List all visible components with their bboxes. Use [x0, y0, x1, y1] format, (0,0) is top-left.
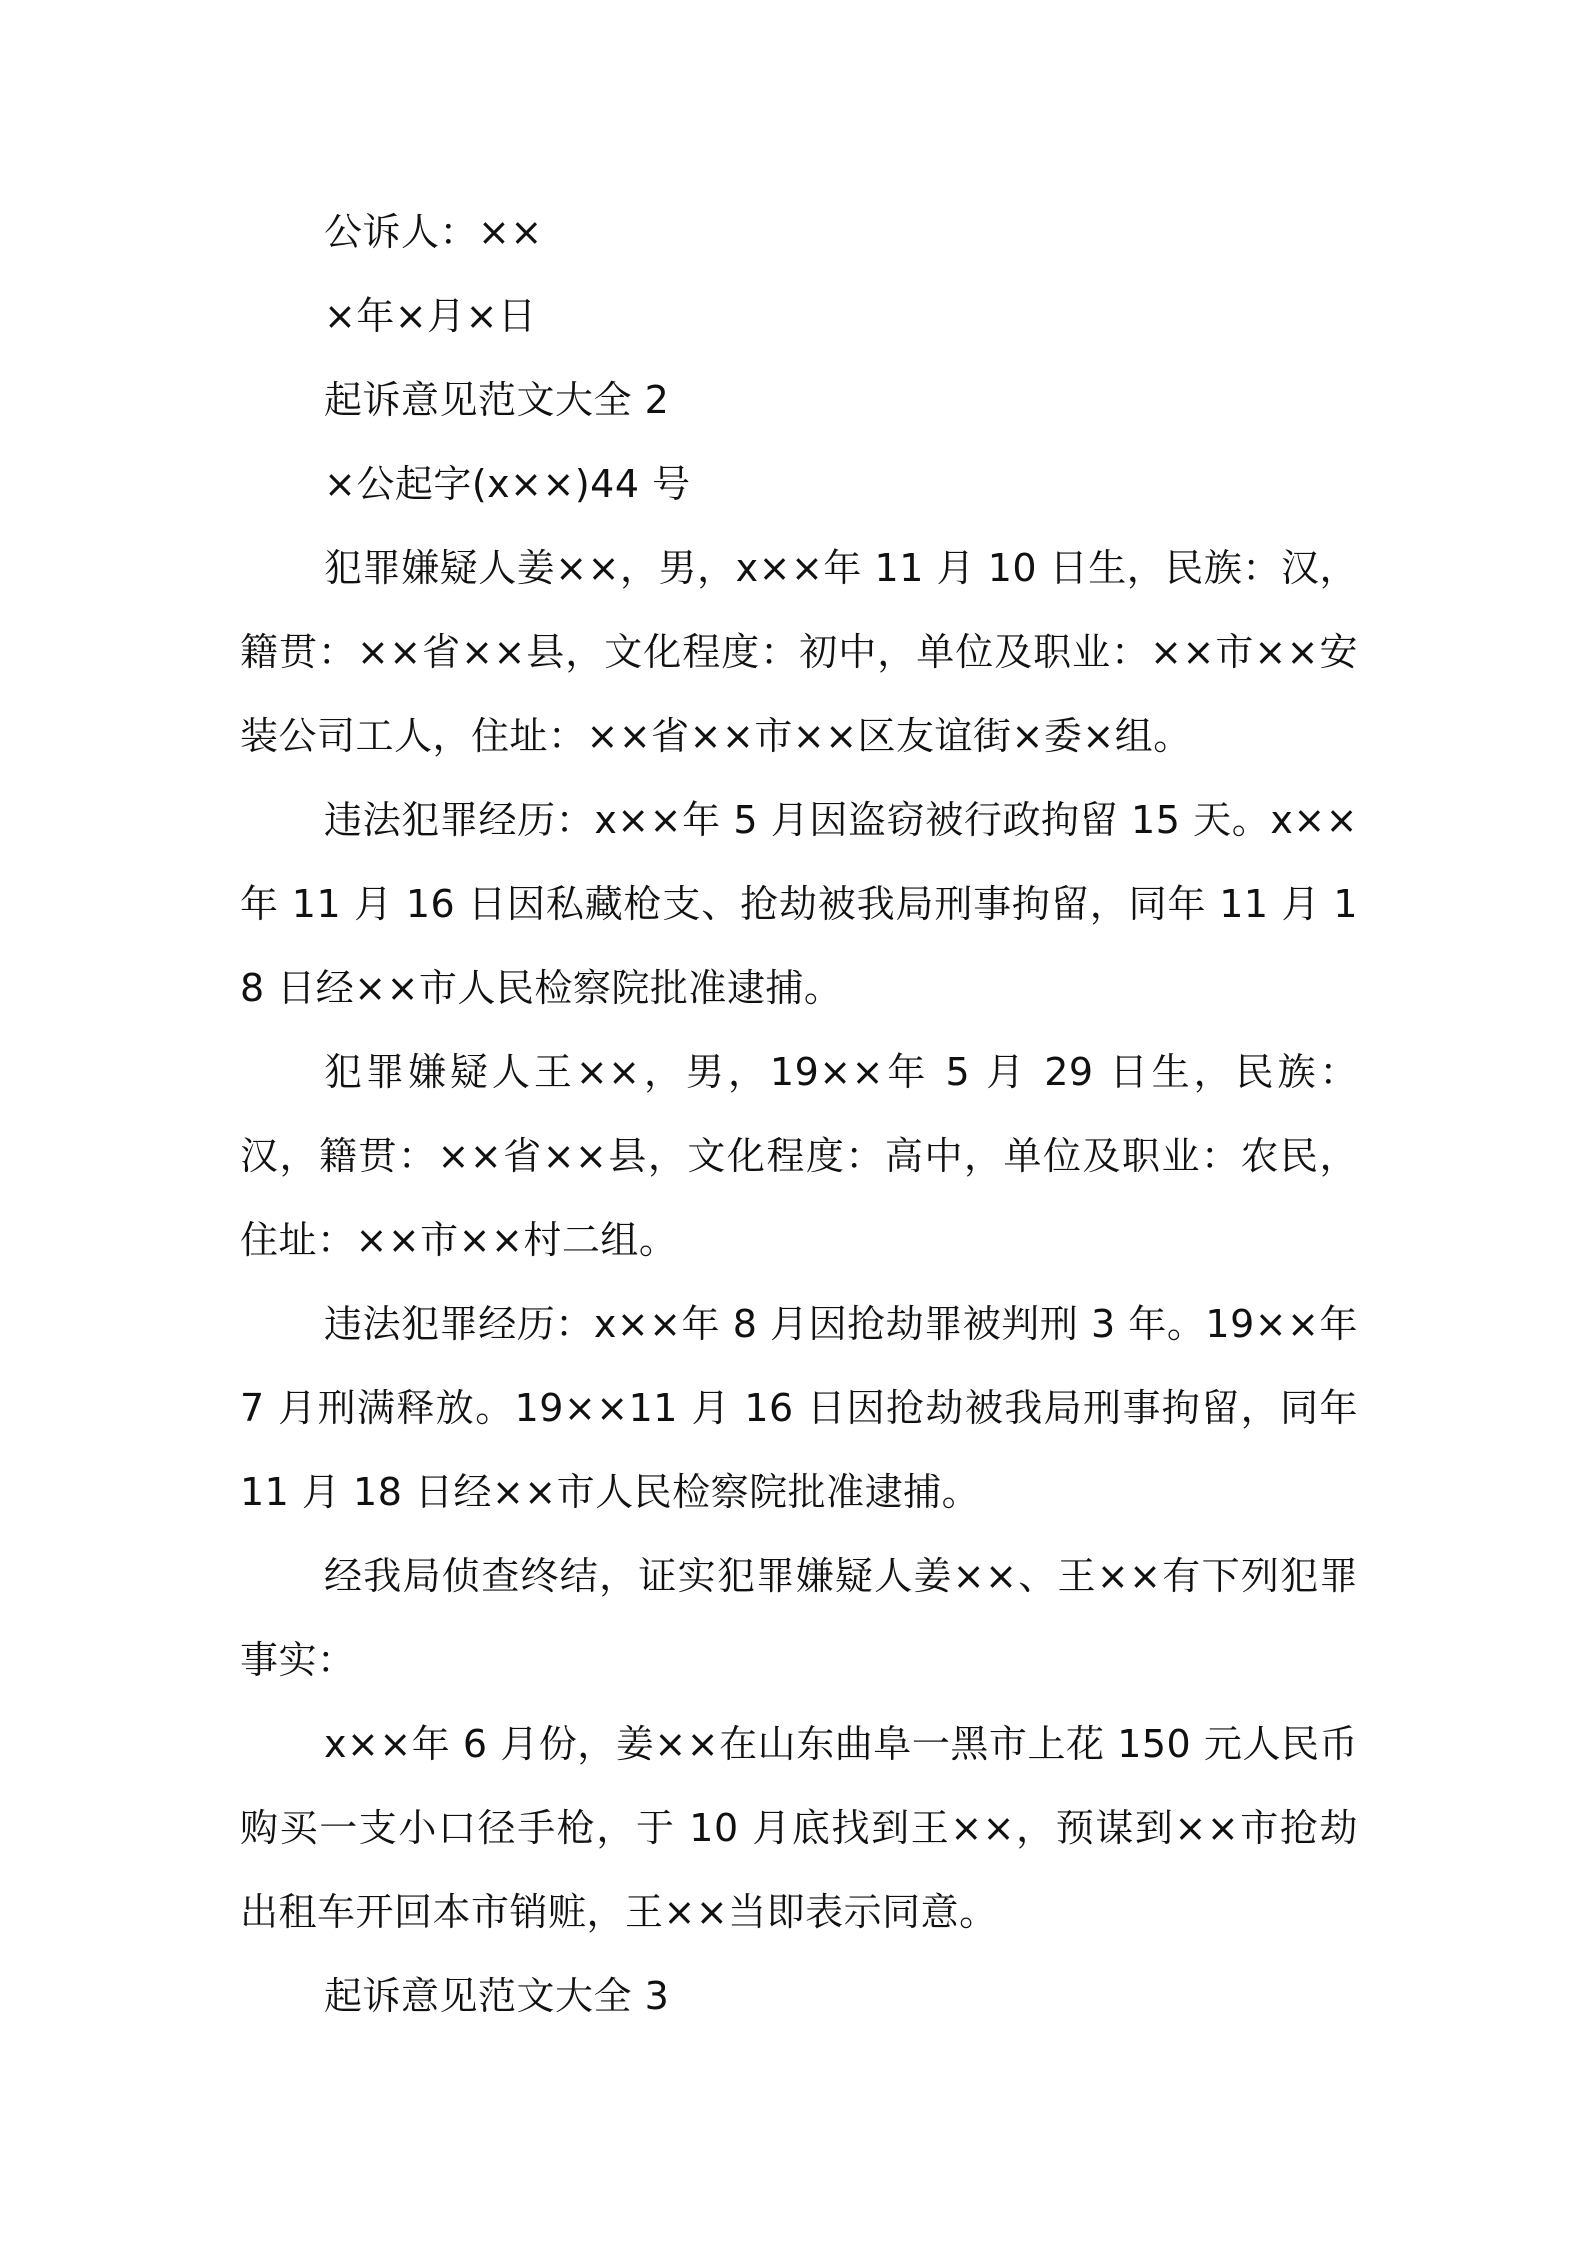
prosecutor-line: 公诉人：×× [324, 210, 543, 254]
document-body [240, 190, 1358, 2038]
case-number: ×公起字(x××)44 号 [324, 462, 691, 506]
suspect-wang-record: 违法犯罪经历：x××年 8 月因抢劫罪被判刑 3 年。19××年 7 月刑满释放。19××11 月 16 日因抢劫被我局刑事拘留，同年 11 月 18 日经××市人民检察院批准逮捕。 [240, 1302, 1358, 1514]
investigation-conclusion: 经我局侦查终结，证实犯罪嫌疑人姜××、王××有下列犯罪事实： [240, 1554, 1358, 1682]
date-line: ×年×月×日 [324, 294, 537, 338]
section-heading-2: 起诉意见范文大全 2 [324, 378, 670, 422]
suspect-jiang-info: 犯罪嫌疑人姜××，男，x××年 11 月 10 日生，民族：汉，籍贯：××省××县，文化程度：初中，单位及职业：××市××安装公司工人，住址：××省××市××区友谊街×委×组。 [240, 546, 1358, 758]
section-heading-3: 起诉意见范文大全 3 [324, 1974, 670, 2018]
suspect-jiang-record: 违法犯罪经历：x××年 5 月因盗窃被行政拘留 15 天。x××年 11 月 16 日因私藏枪支、抢劫被我局刑事拘留，同年 11 月 18 日经××市人民检察院批准逮捕。 [240, 798, 1358, 1010]
criminal-facts: x××年 6 月份，姜××在山东曲阜一黑市上花 150 元人民币购买一支小口径手枪，于 10 月底找到王××，预谋到××市抢劫出租车开回本市销赃，王××当即表示同意。 [240, 1722, 1358, 1934]
suspect-wang-info: 犯罪嫌疑人王××，男，19××年 5 月 29 日生，民族：汉，籍贯：××省××县，文化程度：高中，单位及职业：农民，住址：××市××村二组。 [240, 1050, 1358, 1262]
